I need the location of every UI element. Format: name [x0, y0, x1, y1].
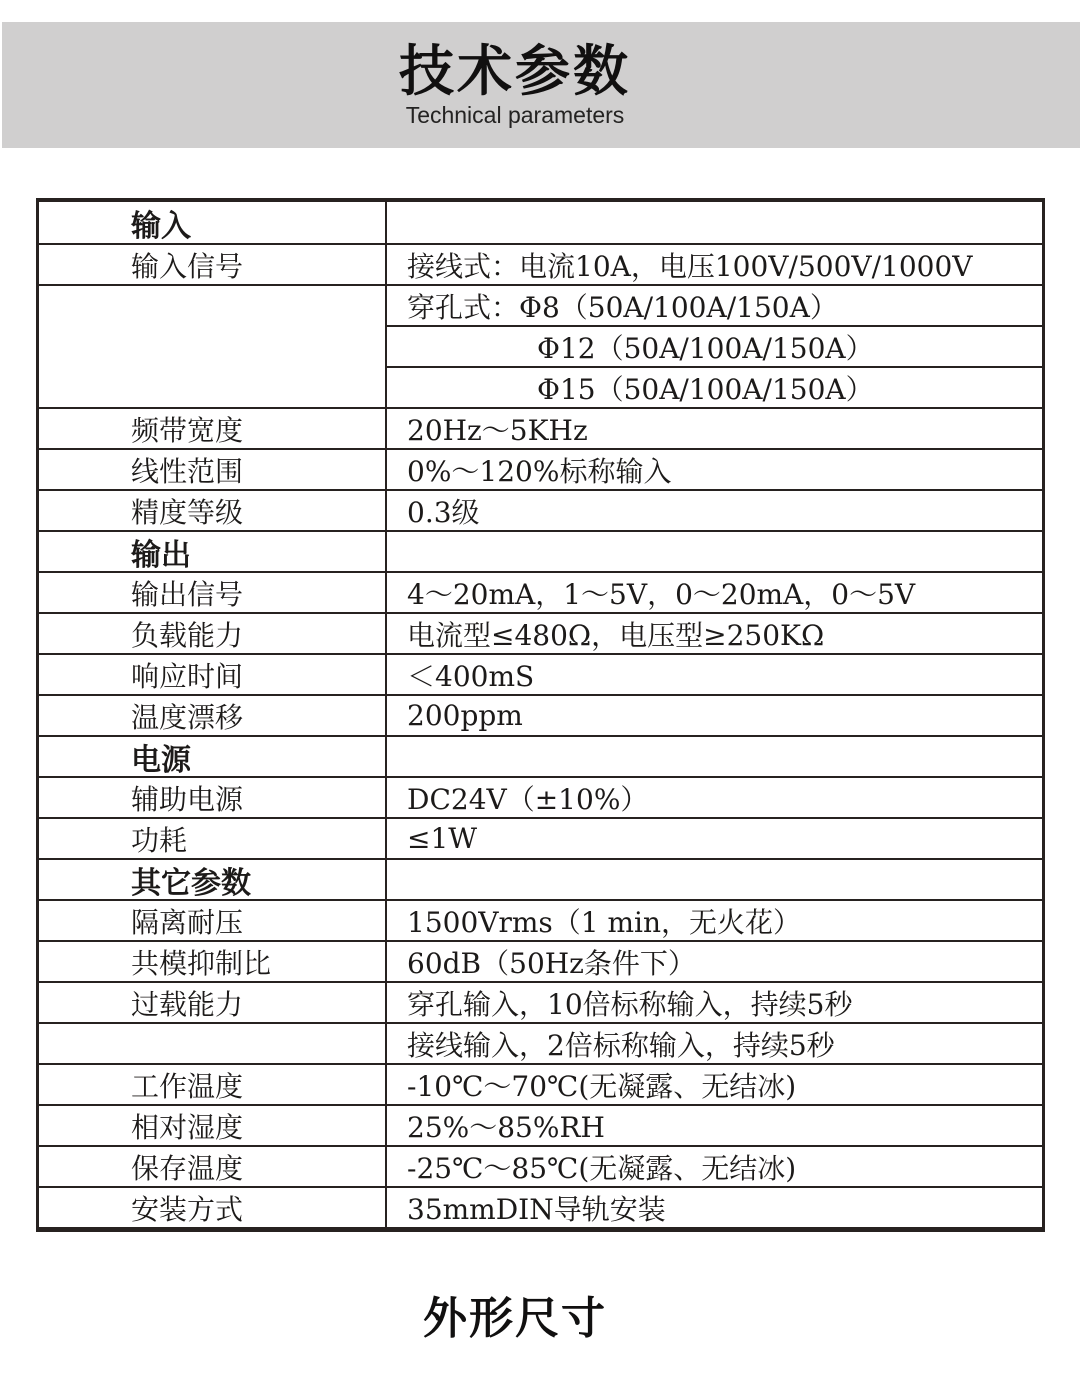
param-label	[39, 325, 387, 366]
param-label: 辅助电源	[39, 776, 387, 817]
table-row	[39, 366, 1042, 407]
param-value	[387, 858, 1042, 899]
param-value: 接线输入，2倍标称输入，持续5秒	[387, 1022, 1042, 1063]
table-section-row	[39, 530, 1042, 571]
param-label: 输入	[39, 202, 387, 243]
page-title: 技术参数	[398, 39, 631, 103]
param-label: 输出信号	[39, 571, 387, 612]
param-value: 接线式：电流10A，电压100V/500V/1000V	[387, 243, 1042, 284]
table-section-row	[39, 202, 1042, 243]
table-row	[39, 940, 1042, 981]
param-label	[39, 284, 387, 325]
param-value: 4～20mA，1～5V，0～20mA，0～5V	[387, 571, 1042, 612]
param-value: 200ppm	[387, 694, 1042, 735]
param-value: 电流型≤480Ω，电压型≥250KΩ	[387, 612, 1042, 653]
table-section-row	[39, 858, 1042, 899]
param-label: 隔离耐压	[39, 899, 387, 940]
title-banner	[2, 22, 1080, 148]
table-row	[39, 899, 1042, 940]
table-row	[39, 407, 1042, 448]
param-label: 输入信号	[39, 243, 387, 284]
table-row	[39, 489, 1042, 530]
table-row	[39, 1145, 1042, 1186]
param-value: 35mmDIN导轨安装	[387, 1186, 1042, 1227]
param-label: 负载能力	[39, 612, 387, 653]
table-row	[39, 1063, 1042, 1104]
table-row	[39, 1104, 1042, 1145]
param-label: 共模抑制比	[39, 940, 387, 981]
param-value: 20Hz～5KHz	[387, 407, 1042, 448]
param-label: 安装方式	[39, 1186, 387, 1227]
spec-table	[36, 198, 1045, 1232]
table-row	[39, 448, 1042, 489]
param-label: 输出	[39, 530, 387, 571]
param-value: Φ12（50A/100A/150A）	[387, 325, 1042, 366]
table-row	[39, 817, 1042, 858]
table-row	[39, 284, 1042, 325]
param-value	[387, 202, 1042, 243]
param-value: -25℃～85℃(无凝露、无结冰)	[387, 1145, 1042, 1186]
param-label: 其它参数	[39, 858, 387, 899]
param-value: Φ15（50A/100A/150A）	[387, 366, 1042, 407]
param-label	[39, 1022, 387, 1063]
param-label: 频带宽度	[39, 407, 387, 448]
table-row	[39, 571, 1042, 612]
param-value: 1500Vrms（1 min，无火花）	[387, 899, 1042, 940]
param-value: 穿孔输入，10倍标称输入，持续5秒	[387, 981, 1042, 1022]
param-label: 温度漂移	[39, 694, 387, 735]
param-value: 0%～120%标称输入	[387, 448, 1042, 489]
param-value: DC24V（±10%）	[387, 776, 1042, 817]
table-row	[39, 325, 1042, 366]
param-value: ＜400mS	[387, 653, 1042, 694]
param-label: 响应时间	[39, 653, 387, 694]
param-value	[387, 735, 1042, 776]
param-label: 线性范围	[39, 448, 387, 489]
param-label: 相对湿度	[39, 1104, 387, 1145]
param-label: 功耗	[39, 817, 387, 858]
section-title-dimensions: 外形尺寸	[423, 1293, 607, 1344]
table-row	[39, 1186, 1042, 1227]
table-row	[39, 243, 1042, 284]
param-value: 穿孔式：Φ8（50A/100A/150A）	[387, 284, 1042, 325]
param-value	[387, 530, 1042, 571]
param-label: 保存温度	[39, 1145, 387, 1186]
table-row	[39, 981, 1042, 1022]
table-row	[39, 612, 1042, 653]
param-label: 精度等级	[39, 489, 387, 530]
param-label: 电源	[39, 735, 387, 776]
param-value: 0.3级	[387, 489, 1042, 530]
param-label: 过载能力	[39, 981, 387, 1022]
table-row	[39, 1022, 1042, 1063]
param-label	[39, 366, 387, 407]
table-row	[39, 653, 1042, 694]
table-section-row	[39, 735, 1042, 776]
table-row	[39, 694, 1042, 735]
table-row	[39, 776, 1042, 817]
page-subtitle: Technical parameters	[405, 102, 625, 128]
param-value: -10℃～70℃(无凝露、无结冰)	[387, 1063, 1042, 1104]
param-value: ≤1W	[387, 817, 1042, 858]
param-value: 60dB（50Hz条件下）	[387, 940, 1042, 981]
param-value: 25%～85%RH	[387, 1104, 1042, 1145]
param-label: 工作温度	[39, 1063, 387, 1104]
